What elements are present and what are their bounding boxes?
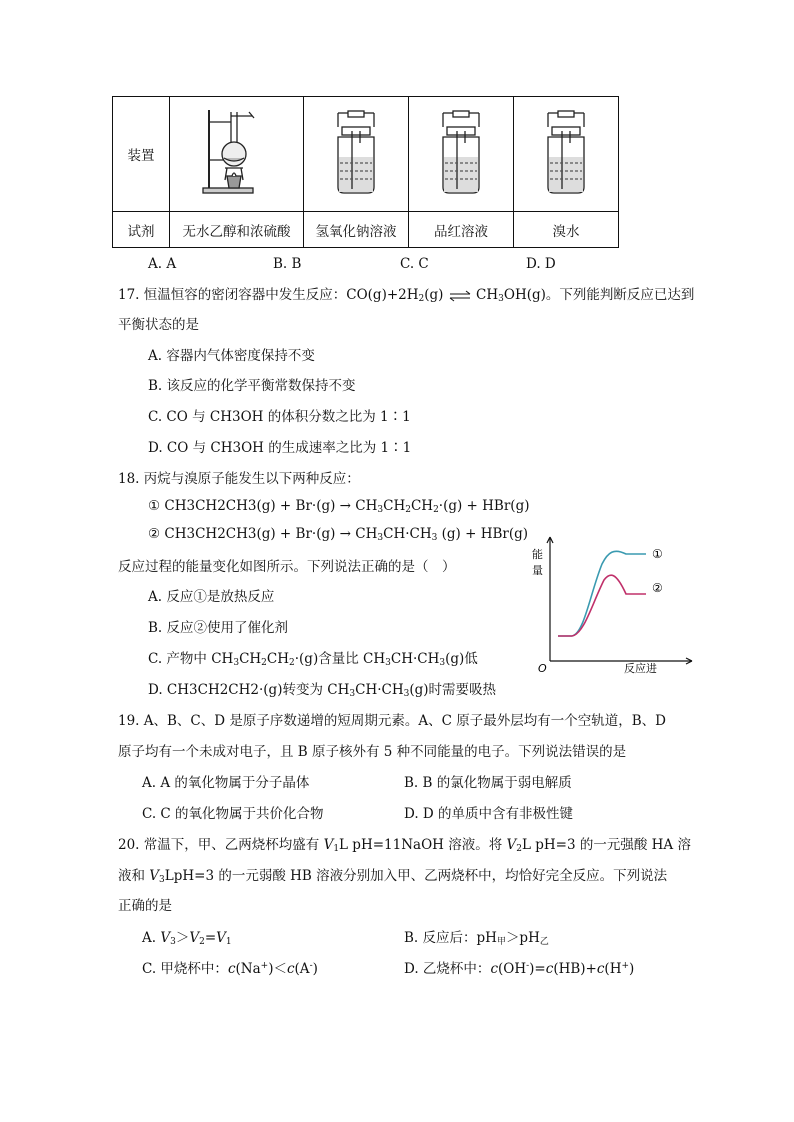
apparatus-table (112, 96, 619, 248)
q17-stem-line1: 17. 恒温恒容的密闭容器中发生反应：$CO(g)+2H_2(g)$ $CH_3OH(g)$。下列能判断反应已达到 (118, 287, 695, 304)
q17-option-b[interactable]: B. 该反应的化学平衡常数保持不变 (148, 378, 356, 394)
q16-option-d[interactable]: D. D (526, 256, 556, 272)
q18-stem: 18. 丙烷与溴原子能发生以下两种反应： (118, 471, 360, 487)
q17-stem-line2: 平衡状态的是 (118, 317, 199, 333)
q20-option-b[interactable]: B. 反应后：$pH_甲>pH_乙$ (404, 930, 549, 947)
apparatus-c-image (409, 97, 514, 212)
table-header-apparatus: 装置 (113, 97, 170, 212)
diagram-y-label-2: 量 (532, 564, 543, 577)
q19-option-d[interactable]: D. D 的单质中含有非极性键 (404, 806, 574, 822)
q20-stem-line1: 20. 常温下，甲、乙两烧杯均盛有 $V_1L$ pH=11NaOH 溶液。将 $V_2L$ pH=3 的一元强酸 HA 溶 (118, 837, 691, 854)
table-header-reagent: 试剂 (113, 212, 170, 248)
gas-bottle-icon (431, 107, 491, 197)
diagram-origin: O (538, 662, 547, 675)
q18-option-c[interactable]: C. 产物中 $CH_3CH_2CH_2\cdot(g)$含量比 $CH_3CH\cdot CH_3(g)$低 (148, 651, 478, 668)
apparatus-a-image (170, 97, 304, 212)
q20-option-d[interactable]: D. 乙烧杯中：c(OH-)=c(HB)+c(H+) (404, 961, 635, 977)
q19-stem-line2: 原子均有一个未成对电子，且 B 原子核外有 5 种不同能量的电子。下列说法错误的是 (118, 744, 627, 760)
q20-option-c[interactable]: C. 甲烧杯中：c(Na+)＜c(A-) (142, 961, 318, 977)
diagram-y-label-1: 能 (532, 548, 543, 561)
diagram-axes (547, 537, 692, 664)
curve-reaction-2 (558, 575, 646, 636)
q17-option-a[interactable]: A. 容器内气体密度保持不变 (148, 348, 315, 364)
q19-option-b[interactable]: B. B 的氯化物属于弱电解质 (404, 775, 572, 791)
q19-option-a[interactable]: A. A 的氧化物属于分子晶体 (142, 775, 310, 791)
curve-2-label: ② (652, 581, 663, 595)
q17-option-c[interactable]: C. CO 与 CH3OH 的体积分数之比为 1∶1 (148, 409, 411, 425)
q19-stem-line1: 19. A、B、C、D 是原子序数递增的短周期元素。A、C 原子最外层均有一个空轨道，B、D (118, 713, 666, 729)
gas-bottle-icon (326, 107, 386, 197)
q19-option-c[interactable]: C. C 的氧化物属于共价化合物 (142, 806, 324, 822)
q18-reaction-2: ② $CH3CH2CH3(g) + Br\cdot(g) \to CH_3CH\cdot CH_3$ (g) + HBr(g) (148, 526, 529, 543)
q18-option-a[interactable]: A. 反应①是放热反应 (148, 589, 275, 605)
gas-bottle-icon (536, 107, 596, 197)
equilibrium-arrow-icon (448, 290, 472, 302)
reagent-a: 无水乙醇和浓硫酸 (170, 212, 304, 248)
q20-stem-line3: 正确的是 (118, 898, 172, 914)
q18-reaction-1: ① $CH3CH2CH3(g) + Br\cdot(g) \to CH_3CH_2CH_2\cdot(g) + HBr(g)$ (148, 498, 530, 515)
q20-stem-line2: 液和 $V_3LpH=3$ 的一元弱酸 HB 溶液分别加入甲、乙两烧杯中，均恰好完全反应。下列说法 (118, 868, 668, 885)
q16-option-b[interactable]: B. B (273, 256, 302, 272)
flask-stand-icon (197, 102, 277, 202)
q16-option-a[interactable]: A. A (148, 256, 177, 272)
curve-1-label: ① (652, 547, 663, 561)
q20-option-a[interactable]: A. $V_3>V_2=V_1$ (142, 930, 232, 947)
apparatus-d-image (514, 97, 619, 212)
q17-option-d[interactable]: D. CO 与 CH3OH 的生成速率之比为 1∶1 (148, 440, 412, 456)
q18-option-b[interactable]: B. 反应②使用了催化剂 (148, 620, 289, 636)
reagent-d: 溴水 (514, 212, 619, 248)
apparatus-b-image (304, 97, 409, 212)
q16-option-c[interactable]: C. C (400, 256, 429, 272)
q18-option-d[interactable]: D. CH3CH2CH2·(g)转变为 $CH_3CH\cdot CH_3(g)$时需要吸热 (148, 682, 497, 699)
reagent-b: 氢氧化钠溶液 (304, 212, 409, 248)
q18-description: 反应过程的能量变化如图所示。下列说法正确的是（ ） (118, 559, 456, 575)
energy-diagram (532, 534, 696, 675)
reagent-c: 品红溶液 (409, 212, 514, 248)
diagram-x-label: 反应进 (624, 662, 657, 675)
